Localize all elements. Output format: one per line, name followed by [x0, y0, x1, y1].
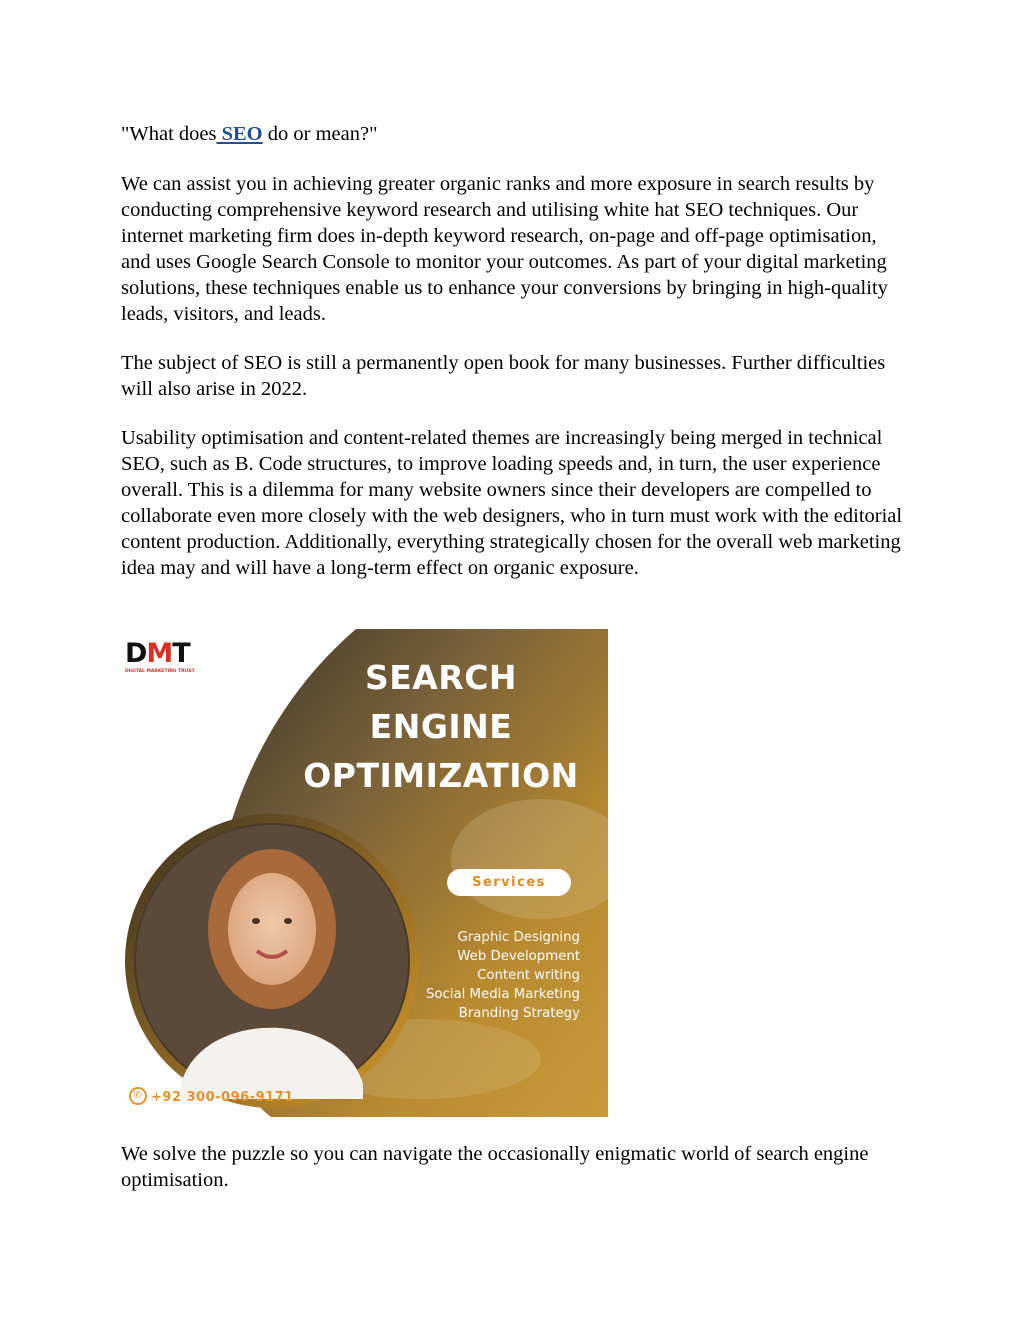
service-item: Social Media Marketing [425, 987, 580, 1002]
service-item: Branding Strategy [458, 1006, 580, 1021]
service-item: Graphic Designing [457, 930, 580, 945]
paragraph-puzzle: We solve the puzzle so you can navigate the occasionally enigmatic world of search engine optimisation. [121, 1143, 869, 1191]
service-item: Content writing [477, 968, 580, 983]
dmt-logo: DMT DIGITAL MARKETING TRUST [125, 640, 197, 674]
question-prefix: "What does [121, 123, 217, 145]
headline-line-2: ENGINE [369, 707, 513, 746]
paragraph-seo-services: We can assist you in achieving greater organic ranks and more exposure in search results by conducting comprehensive keyword research and utilising white hat SEO techniques. Our internet marketing firm does in-depth keyword research, on-page and off-page optimisation, and uses Google Search Console to monitor your outcomes. As part of your digital marketing solutions, these techniques enable us to enhance your conversions by bringing in high-quality leads, visitors, and leads. [121, 173, 888, 325]
paragraph-open-book: The subject of SEO is still a permanently open book for many businesses. Further difficulties will also arise in 2022. [121, 352, 886, 400]
question-suffix: do or mean?" [262, 123, 378, 145]
service-item: Web Development [457, 949, 580, 964]
banner-headline [276, 653, 606, 800]
phone-icon: ✆ [129, 1087, 147, 1105]
seo-link[interactable]: SEO [216, 123, 263, 145]
services-pill: Services [447, 869, 571, 896]
services-list [426, 928, 580, 1023]
paragraph-usability: Usability optimisation and content-related themes are increasingly being merged in technical SEO, such as B. Code structures, to improve loading speeds and, in turn, the user experience overall. This is a dilemma for many website owners since their developers are compelled to collaborate even more closely with the web designers, who in turn must work with the editorial content production. Additionally, everything strategically chosen for the overall web marketing idea may and will have a long-term effect on organic exposure. [121, 427, 903, 579]
headline-line-1: SEARCH [364, 658, 518, 697]
seo-banner-image [121, 629, 608, 1117]
headline-line-3: OPTIMIZATION [303, 756, 579, 795]
question-heading [121, 121, 911, 147]
phone-number: +92 300-096-9171 [151, 1090, 294, 1105]
phone-contact [129, 1087, 294, 1109]
logo-subtitle: DIGITAL MARKETING TRUST [125, 669, 195, 674]
